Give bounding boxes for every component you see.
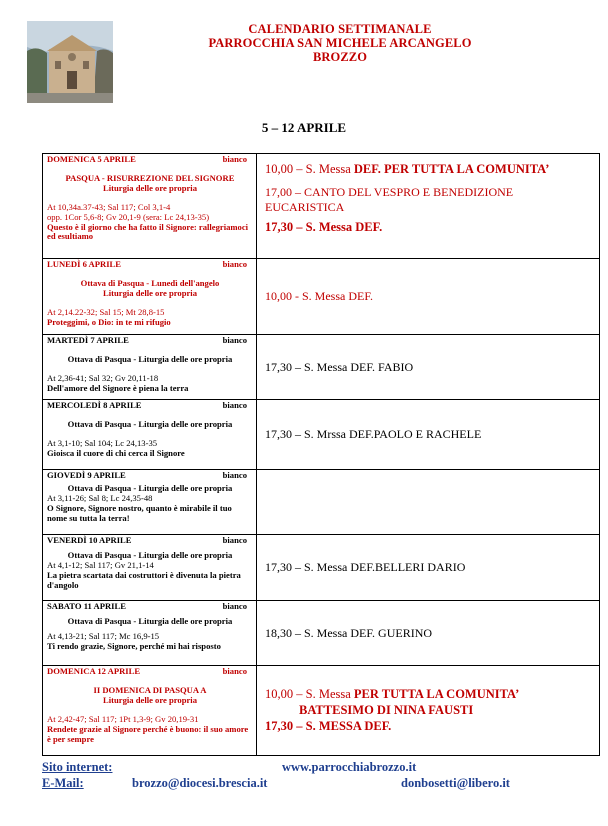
psalm: Questo è il giorno che ha fatto il Signore: rallegriamoci ed esultiamo bbox=[47, 221, 249, 242]
mass-time: 18,30 – S. Messa DEF. GUERINO bbox=[265, 625, 433, 640]
liturgical-color: bianco bbox=[222, 666, 247, 676]
header bbox=[150, 22, 530, 64]
day-cell bbox=[43, 601, 257, 666]
readings: At 2,14.22-32; Sal 15; Mt 28,8-15 bbox=[47, 306, 165, 317]
liturgical-color: bianco bbox=[222, 400, 247, 410]
liturgical-color: bianco bbox=[222, 154, 247, 164]
day-title: Ottava di Pasqua - Liturgia delle ore propria bbox=[67, 418, 233, 429]
day-name: LUNEDÌ 6 APRILE bbox=[47, 259, 122, 269]
day-name: MERCOLEDÌ 8 APRILE bbox=[47, 400, 142, 410]
table-row bbox=[43, 535, 600, 601]
day-title: Ottava di Pasqua - Liturgia delle ore propria bbox=[67, 549, 233, 560]
mass-cell bbox=[257, 259, 600, 335]
readings: At 3,1-10; Sal 104; Lc 24,13-35 bbox=[47, 437, 158, 448]
psalm: Rendete grazie al Signore perché è buono: il suo amore è per sempre bbox=[47, 723, 249, 744]
mass-cell bbox=[257, 335, 600, 400]
day-title: Ottava di Pasqua - Liturgia delle ore propria bbox=[67, 482, 233, 493]
mass-time: 10,00 – S. Messa bbox=[265, 687, 354, 701]
day-cell bbox=[43, 666, 257, 756]
email-label: E-Mail: bbox=[42, 776, 84, 790]
day-title: PASQUA - RISURREZIONE DEL SIGNORE bbox=[65, 172, 235, 183]
table-row bbox=[43, 666, 600, 756]
header-town: BROZZO bbox=[312, 50, 368, 64]
psalm: O Signore, Signore nostro, quanto è mirabile il tuo nome su tutta la terra! bbox=[47, 502, 232, 523]
mass-intention: PER TUTTA LA COMUNITA’ bbox=[353, 687, 520, 701]
liturgical-color: bianco bbox=[222, 601, 247, 611]
email-link-2[interactable]: donbosetti@libero.it bbox=[401, 776, 510, 790]
mass-time: 17,30 – S. Messa bbox=[265, 220, 356, 234]
mass-time: 17,00 – CANTO DEL VESPRO E BENEDIZIONE EUCARISTICA bbox=[265, 185, 514, 214]
day-cell bbox=[43, 259, 257, 335]
psalm: Ti rendo grazie, Signore, perché mi hai risposto bbox=[47, 640, 221, 651]
day-name: MARTEDÌ 7 APRILE bbox=[47, 335, 129, 345]
date-range: 5 – 12 APRILE bbox=[261, 120, 347, 135]
readings: At 10,34a.37-43; Sal 117; Col 3,1-4 bbox=[47, 201, 171, 212]
mass-cell bbox=[257, 601, 600, 666]
table-row bbox=[43, 335, 600, 400]
day-name: DOMENICA 12 APRILE bbox=[47, 666, 141, 676]
psalm: Proteggimi, o Dio: in te mi rifugio bbox=[47, 316, 171, 327]
readings: At 4,13-21; Sal 117; Mc 16,9-15 bbox=[47, 630, 160, 641]
mass-time: 10,00 – S. Messa bbox=[265, 162, 354, 176]
mass-intention: BATTESIMO DI NINA FAUSTI bbox=[299, 703, 474, 717]
mass-cell bbox=[257, 400, 600, 470]
table-row bbox=[43, 154, 600, 259]
day-name: SABATO 11 APRILE bbox=[47, 601, 126, 611]
day-cell bbox=[43, 400, 257, 470]
table-row bbox=[43, 470, 600, 535]
liturgical-color: bianco bbox=[222, 470, 247, 480]
day-subtitle: Liturgia delle ore propria bbox=[103, 287, 197, 298]
church-photo bbox=[27, 21, 113, 103]
site-link[interactable]: www.parrocchiabrozzo.it bbox=[282, 760, 417, 774]
mass-cell bbox=[257, 154, 600, 259]
mass-intention: DEF. bbox=[355, 220, 383, 234]
day-name: GIOVEDÌ 9 APRILE bbox=[47, 470, 126, 480]
readings: At 4,1-12; Sal 117; Gv 21,1-14 bbox=[47, 559, 154, 570]
readings-alt: opp. 1Cor 5,6-8; Gv 20,1-9 (sera: Lc 24,13-35) bbox=[47, 211, 210, 222]
table-row bbox=[43, 259, 600, 335]
liturgical-color: bianco bbox=[222, 535, 247, 545]
day-name: VENERDÌ 10 APRILE bbox=[47, 535, 132, 545]
header-parish: PARROCCHIA SAN MICHELE ARCANGELO bbox=[208, 36, 472, 50]
psalm: Gioisca il cuore di chi cerca il Signore bbox=[47, 447, 185, 458]
mass-time: 17,30 – S. MESSA DEF. bbox=[265, 719, 392, 733]
table-row bbox=[43, 400, 600, 470]
header-title: CALENDARIO SETTIMANALE bbox=[248, 22, 432, 36]
email-link-1[interactable]: brozzo@diocesi.brescia.it bbox=[132, 776, 268, 790]
day-cell bbox=[43, 470, 257, 535]
day-subtitle: Liturgia delle ore propria bbox=[103, 694, 197, 705]
psalm: Dell'amore del Signore è piena la terra bbox=[47, 382, 189, 393]
day-title: Ottava di Pasqua - Liturgia delle ore propria bbox=[67, 353, 233, 364]
day-cell bbox=[43, 535, 257, 601]
mass-time: 17,30 – S. Messa DEF.BELLERI DARIO bbox=[265, 560, 466, 574]
psalm: La pietra scartata dai costruttori è divenuta la pietra d'angolo bbox=[47, 569, 241, 590]
mass-time: 17,30 – S. Messa DEF. FABIO bbox=[265, 359, 414, 374]
readings: At 3,11-26; Sal 8; Lc 24,35-48 bbox=[47, 492, 153, 503]
day-cell bbox=[43, 335, 257, 400]
mass-cell bbox=[257, 535, 600, 601]
readings: At 2,42-47; Sal 117; 1Pt 1,3-9; Gv 20,19-31 bbox=[47, 713, 199, 724]
calendar-table bbox=[42, 153, 600, 756]
mass-time: 17,30 – S. Mrssa DEF.PAOLO E RACHELE bbox=[265, 427, 482, 441]
mass-time: 10,00 - S. Messa DEF. bbox=[265, 289, 374, 303]
day-name: DOMENICA 5 APRILE bbox=[47, 154, 136, 164]
table-row bbox=[43, 601, 600, 666]
mass-cell bbox=[257, 666, 600, 756]
day-cell bbox=[43, 154, 257, 259]
day-title: II DOMENICA DI PASQUA A bbox=[93, 684, 207, 695]
mass-cell bbox=[257, 470, 600, 535]
day-title: Ottava di Pasqua - Liturgia delle ore propria bbox=[67, 615, 233, 626]
day-title: Ottava di Pasqua - Lunedì dell'angelo bbox=[80, 277, 220, 288]
mass-intention: DEF. PER TUTTA LA COMUNITA’ bbox=[353, 162, 550, 176]
liturgical-color: bianco bbox=[222, 259, 247, 269]
readings: At 2,36-41; Sal 32; Gv 20,11-18 bbox=[47, 372, 159, 383]
liturgical-color: bianco bbox=[222, 335, 247, 345]
site-label: Sito internet: bbox=[42, 760, 113, 774]
day-subtitle: Liturgia delle ore propria bbox=[103, 182, 197, 193]
